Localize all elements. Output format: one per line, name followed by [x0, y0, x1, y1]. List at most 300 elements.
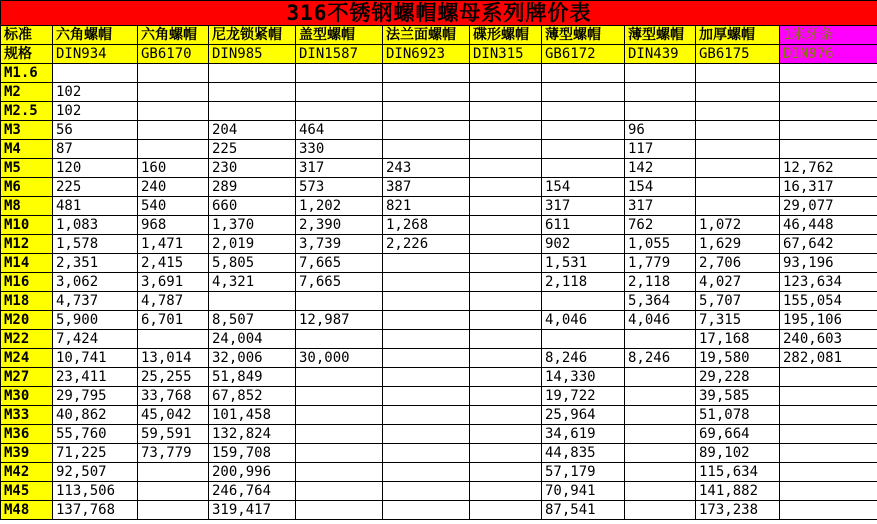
cell-gb6172[interactable] — [542, 159, 625, 178]
cell-gb6172[interactable]: 25,964 — [542, 406, 625, 425]
cell-din439[interactable] — [625, 387, 696, 406]
cell-din976[interactable]: 123,634 — [780, 273, 877, 292]
cell-gb6172[interactable]: 70,941 — [542, 482, 625, 501]
cell-din439[interactable] — [625, 330, 696, 349]
cell-gb6172[interactable]: 44,835 — [542, 444, 625, 463]
cell-din6923[interactable] — [383, 482, 470, 501]
standard-din6923[interactable]: DIN6923 — [383, 45, 470, 64]
cell-din934[interactable]: 10,741 — [53, 349, 138, 368]
cell-din976[interactable]: 16,317 — [780, 178, 877, 197]
cell-din6923[interactable] — [383, 463, 470, 482]
cell-gb6175[interactable]: 19,580 — [696, 349, 780, 368]
cell-din439[interactable] — [625, 83, 696, 102]
table-row — [1, 102, 877, 121]
cell-din6923[interactable] — [383, 368, 470, 387]
cell-din976[interactable]: 93,196 — [780, 254, 877, 273]
cell-din985[interactable] — [209, 83, 296, 102]
cell-gb6175[interactable]: 7,315 — [696, 311, 780, 330]
cell-din6923[interactable] — [383, 501, 470, 520]
cell-gb6175[interactable] — [696, 159, 780, 178]
row-spec[interactable]: M12 — [1, 235, 53, 254]
cell-din934[interactable]: 137,768 — [53, 501, 138, 520]
cell-din439[interactable] — [625, 501, 696, 520]
cell-din985[interactable] — [209, 64, 296, 83]
cell-din976[interactable] — [780, 501, 877, 520]
cell-din6923[interactable] — [383, 349, 470, 368]
cell-din6923[interactable]: 243 — [383, 159, 470, 178]
standard-din985[interactable]: DIN985 — [209, 45, 296, 64]
table-row — [1, 349, 877, 368]
cell-gb6172[interactable] — [542, 330, 625, 349]
cell-din439[interactable]: 4,046 — [625, 311, 696, 330]
cell-din439[interactable]: 1,055 — [625, 235, 696, 254]
row-spec[interactable]: M6 — [1, 178, 53, 197]
row-spec[interactable]: M20 — [1, 311, 53, 330]
cell-din976[interactable]: 282,081 — [780, 349, 877, 368]
cell-din985[interactable]: 32,006 — [209, 349, 296, 368]
cell-din315[interactable] — [470, 216, 542, 235]
corner-header-bottom[interactable]: 规格 — [1, 45, 53, 64]
cell-din934[interactable]: 113,506 — [53, 482, 138, 501]
cell-gb6172[interactable] — [542, 121, 625, 140]
cell-din985[interactable]: 204 — [209, 121, 296, 140]
cell-din1587[interactable]: 330 — [296, 140, 383, 159]
table-row — [1, 292, 877, 311]
table-row — [1, 121, 877, 140]
cell-din439[interactable] — [625, 102, 696, 121]
cell-din439[interactable]: 2,118 — [625, 273, 696, 292]
cell-din6923[interactable]: 1,268 — [383, 216, 470, 235]
column-header-flange-nut[interactable]: 法兰面螺帽 — [383, 26, 470, 45]
cell-din1587[interactable]: 3,739 — [296, 235, 383, 254]
cell-din976[interactable]: 155,054 — [780, 292, 877, 311]
cell-din315[interactable] — [470, 368, 542, 387]
cell-din315[interactable] — [470, 387, 542, 406]
cell-din934[interactable]: 56 — [53, 121, 138, 140]
cell-din315[interactable] — [470, 102, 542, 121]
standard-din1587[interactable]: DIN1587 — [296, 45, 383, 64]
cell-gb6175[interactable]: 39,585 — [696, 387, 780, 406]
cell-gb6172[interactable]: 902 — [542, 235, 625, 254]
cell-din439[interactable]: 8,246 — [625, 349, 696, 368]
cell-din934[interactable]: 1,083 — [53, 216, 138, 235]
cell-din315[interactable] — [470, 444, 542, 463]
cell-gb6175[interactable] — [696, 178, 780, 197]
cell-din976[interactable] — [780, 102, 877, 121]
cell-gb6175[interactable]: 4,027 — [696, 273, 780, 292]
cell-din934[interactable]: 55,760 — [53, 425, 138, 444]
cell-din6923[interactable] — [383, 102, 470, 121]
header-row-standards — [1, 45, 877, 64]
cell-din976[interactable] — [780, 368, 877, 387]
row-spec[interactable]: M16 — [1, 273, 53, 292]
cell-din1587[interactable]: 317 — [296, 159, 383, 178]
row-spec[interactable]: M14 — [1, 254, 53, 273]
cell-gb6170[interactable]: 540 — [138, 197, 209, 216]
cell-din6923[interactable]: 2,226 — [383, 235, 470, 254]
standard-din315[interactable]: DIN315 — [470, 45, 542, 64]
cell-gb6175[interactable] — [696, 64, 780, 83]
cell-din1587[interactable] — [296, 501, 383, 520]
table-row — [1, 368, 877, 387]
cell-din985[interactable]: 230 — [209, 159, 296, 178]
cell-din985[interactable]: 200,996 — [209, 463, 296, 482]
cell-din315[interactable] — [470, 482, 542, 501]
cell-din934[interactable]: 7,424 — [53, 330, 138, 349]
cell-din1587[interactable] — [296, 64, 383, 83]
cell-din934[interactable]: 102 — [53, 83, 138, 102]
cell-gb6172[interactable] — [542, 102, 625, 121]
cell-gb6172[interactable]: 87,541 — [542, 501, 625, 520]
cell-din1587[interactable] — [296, 102, 383, 121]
row-spec[interactable]: M42 — [1, 463, 53, 482]
cell-gb6170[interactable]: 160 — [138, 159, 209, 178]
cell-gb6170[interactable] — [138, 64, 209, 83]
table-row — [1, 235, 877, 254]
row-spec[interactable]: M22 — [1, 330, 53, 349]
cell-din315[interactable] — [470, 178, 542, 197]
standard-din934[interactable]: DIN934 — [53, 45, 138, 64]
cell-din976[interactable] — [780, 444, 877, 463]
cell-gb6175[interactable]: 69,664 — [696, 425, 780, 444]
cell-gb6172[interactable]: 317 — [542, 197, 625, 216]
cell-din976[interactable] — [780, 140, 877, 159]
cell-din6923[interactable] — [383, 387, 470, 406]
cell-din1587[interactable]: 2,390 — [296, 216, 383, 235]
cell-din934[interactable]: 87 — [53, 140, 138, 159]
cell-gb6170[interactable] — [138, 501, 209, 520]
standard-din439[interactable]: DIN439 — [625, 45, 696, 64]
cell-din976[interactable]: 67,642 — [780, 235, 877, 254]
cell-gb6170[interactable] — [138, 330, 209, 349]
cell-gb6170[interactable]: 968 — [138, 216, 209, 235]
cell-din976[interactable] — [780, 64, 877, 83]
cell-din1587[interactable] — [296, 330, 383, 349]
cell-din315[interactable] — [470, 121, 542, 140]
cell-din1587[interactable]: 1,202 — [296, 197, 383, 216]
row-spec[interactable]: M10 — [1, 216, 53, 235]
cell-din6923[interactable] — [383, 273, 470, 292]
cell-gb6175[interactable]: 115,634 — [696, 463, 780, 482]
cell-din1587[interactable] — [296, 83, 383, 102]
cell-din315[interactable] — [470, 235, 542, 254]
cell-gb6175[interactable]: 173,238 — [696, 501, 780, 520]
cell-din6923[interactable] — [383, 140, 470, 159]
cell-din315[interactable] — [470, 64, 542, 83]
cell-din976[interactable]: 195,106 — [780, 311, 877, 330]
cell-gb6175[interactable]: 5,707 — [696, 292, 780, 311]
cell-din315[interactable] — [470, 254, 542, 273]
cell-din439[interactable]: 5,364 — [625, 292, 696, 311]
cell-din1587[interactable] — [296, 444, 383, 463]
row-spec[interactable]: M4 — [1, 140, 53, 159]
cell-gb6170[interactable]: 3,691 — [138, 273, 209, 292]
table-header — [1, 1, 877, 64]
cell-gb6172[interactable]: 611 — [542, 216, 625, 235]
cell-din315[interactable] — [470, 463, 542, 482]
cell-din6923[interactable] — [383, 444, 470, 463]
cell-gb6172[interactable]: 34,619 — [542, 425, 625, 444]
column-header-wing-nut[interactable]: 碟形螺帽 — [470, 26, 542, 45]
cell-din6923[interactable] — [383, 425, 470, 444]
standard-gb6175[interactable]: GB6175 — [696, 45, 780, 64]
cell-gb6172[interactable] — [542, 140, 625, 159]
cell-din315[interactable] — [470, 330, 542, 349]
cell-din985[interactable]: 51,849 — [209, 368, 296, 387]
cell-gb6172[interactable]: 2,118 — [542, 273, 625, 292]
cell-din439[interactable]: 96 — [625, 121, 696, 140]
cell-gb6170[interactable]: 4,787 — [138, 292, 209, 311]
cell-gb6175[interactable]: 17,168 — [696, 330, 780, 349]
cell-gb6172[interactable]: 14,330 — [542, 368, 625, 387]
cell-din976[interactable]: 29,077 — [780, 197, 877, 216]
table-row — [1, 501, 877, 520]
cell-gb6175[interactable]: 2,706 — [696, 254, 780, 273]
sheet-title: 316不锈钢螺帽螺母系列牌价表 — [1, 1, 877, 26]
cell-gb6170[interactable]: 25,255 — [138, 368, 209, 387]
cell-gb6172[interactable]: 8,246 — [542, 349, 625, 368]
cell-din315[interactable] — [470, 140, 542, 159]
cell-din1587[interactable]: 30,000 — [296, 349, 383, 368]
row-spec[interactable]: M36 — [1, 425, 53, 444]
cell-din976[interactable] — [780, 83, 877, 102]
row-spec[interactable]: M3 — [1, 121, 53, 140]
row-spec[interactable]: M1.6 — [1, 64, 53, 83]
cell-din1587[interactable]: 12,987 — [296, 311, 383, 330]
cell-din934[interactable]: 23,411 — [53, 368, 138, 387]
cell-din439[interactable]: 762 — [625, 216, 696, 235]
cell-din934[interactable] — [53, 64, 138, 83]
cell-din934[interactable]: 29,795 — [53, 387, 138, 406]
cell-gb6170[interactable] — [138, 140, 209, 159]
column-header-thin-nut-gb[interactable]: 薄型螺帽 — [542, 26, 625, 45]
table-row — [1, 178, 877, 197]
cell-din934[interactable]: 5,900 — [53, 311, 138, 330]
cell-din439[interactable]: 154 — [625, 178, 696, 197]
cell-din315[interactable] — [470, 425, 542, 444]
cell-gb6170[interactable]: 2,415 — [138, 254, 209, 273]
cell-din985[interactable]: 246,764 — [209, 482, 296, 501]
row-spec[interactable]: M18 — [1, 292, 53, 311]
cell-din1587[interactable] — [296, 292, 383, 311]
cell-din439[interactable] — [625, 463, 696, 482]
cell-din985[interactable]: 24,004 — [209, 330, 296, 349]
row-spec[interactable]: M39 — [1, 444, 53, 463]
cell-din985[interactable]: 2,019 — [209, 235, 296, 254]
cell-din315[interactable] — [470, 273, 542, 292]
cell-din6923[interactable] — [383, 406, 470, 425]
cell-din1587[interactable]: 464 — [296, 121, 383, 140]
cell-din976[interactable] — [780, 121, 877, 140]
cell-din1587[interactable] — [296, 387, 383, 406]
table-row — [1, 387, 877, 406]
cell-din1587[interactable] — [296, 425, 383, 444]
cell-din315[interactable] — [470, 311, 542, 330]
cell-din6923[interactable] — [383, 64, 470, 83]
cell-gb6172[interactable]: 57,179 — [542, 463, 625, 482]
column-header-thin-nut-din[interactable]: 薄型螺帽 — [625, 26, 696, 45]
cell-din934[interactable]: 1,578 — [53, 235, 138, 254]
cell-din976[interactable]: 46,448 — [780, 216, 877, 235]
cell-din985[interactable]: 660 — [209, 197, 296, 216]
cell-din976[interactable] — [780, 463, 877, 482]
cell-gb6172[interactable] — [542, 292, 625, 311]
cell-din315[interactable] — [470, 406, 542, 425]
cell-din976[interactable] — [780, 406, 877, 425]
cell-din934[interactable]: 3,062 — [53, 273, 138, 292]
cell-din976[interactable]: 240,603 — [780, 330, 877, 349]
cell-din934[interactable]: 102 — [53, 102, 138, 121]
cell-din934[interactable]: 225 — [53, 178, 138, 197]
cell-din985[interactable] — [209, 102, 296, 121]
cell-din6923[interactable] — [383, 121, 470, 140]
row-spec[interactable]: M2.5 — [1, 102, 53, 121]
cell-din6923[interactable] — [383, 330, 470, 349]
cell-gb6170[interactable] — [138, 121, 209, 140]
cell-gb6172[interactable]: 19,722 — [542, 387, 625, 406]
cell-gb6175[interactable] — [696, 121, 780, 140]
standard-gb6172[interactable]: GB6172 — [542, 45, 625, 64]
row-spec[interactable]: M24 — [1, 349, 53, 368]
cell-din934[interactable]: 92,507 — [53, 463, 138, 482]
cell-din6923[interactable] — [383, 311, 470, 330]
cell-din985[interactable]: 1,370 — [209, 216, 296, 235]
cell-gb6170[interactable]: 13,014 — [138, 349, 209, 368]
cell-din934[interactable]: 4,737 — [53, 292, 138, 311]
cell-din976[interactable]: 12,762 — [780, 159, 877, 178]
cell-gb6170[interactable] — [138, 102, 209, 121]
cell-din439[interactable] — [625, 406, 696, 425]
corner-header-top[interactable]: 标准 — [1, 26, 53, 45]
cell-gb6175[interactable]: 141,882 — [696, 482, 780, 501]
cell-din1587[interactable] — [296, 463, 383, 482]
cell-gb6170[interactable] — [138, 83, 209, 102]
cell-din1587[interactable]: 573 — [296, 178, 383, 197]
row-spec[interactable]: M8 — [1, 197, 53, 216]
cell-gb6170[interactable]: 1,471 — [138, 235, 209, 254]
cell-din934[interactable]: 40,862 — [53, 406, 138, 425]
cell-gb6175[interactable]: 1,629 — [696, 235, 780, 254]
cell-gb6170[interactable]: 6,701 — [138, 311, 209, 330]
cell-gb6170[interactable]: 45,042 — [138, 406, 209, 425]
cell-din976[interactable] — [780, 482, 877, 501]
cell-gb6170[interactable] — [138, 482, 209, 501]
cell-din1587[interactable] — [296, 482, 383, 501]
cell-din439[interactable]: 1,779 — [625, 254, 696, 273]
cell-din315[interactable] — [470, 349, 542, 368]
cell-din976[interactable] — [780, 425, 877, 444]
cell-din315[interactable] — [470, 83, 542, 102]
cell-din439[interactable] — [625, 482, 696, 501]
cell-gb6170[interactable] — [138, 463, 209, 482]
cell-din6923[interactable] — [383, 83, 470, 102]
cell-gb6172[interactable] — [542, 83, 625, 102]
cell-din985[interactable]: 4,321 — [209, 273, 296, 292]
cell-din315[interactable] — [470, 501, 542, 520]
cell-din985[interactable]: 67,852 — [209, 387, 296, 406]
cell-din985[interactable]: 132,824 — [209, 425, 296, 444]
cell-din439[interactable] — [625, 425, 696, 444]
table-row — [1, 216, 877, 235]
cell-din315[interactable] — [470, 159, 542, 178]
cell-din985[interactable] — [209, 292, 296, 311]
cell-din1587[interactable] — [296, 368, 383, 387]
cell-gb6175[interactable]: 89,102 — [696, 444, 780, 463]
column-header-hex-nut-gb[interactable]: 六角螺帽 — [138, 26, 209, 45]
cell-din1587[interactable]: 7,665 — [296, 273, 383, 292]
column-header-thick-nut[interactable]: 加厚螺帽 — [696, 26, 780, 45]
cell-din985[interactable]: 5,805 — [209, 254, 296, 273]
cell-din985[interactable]: 101,458 — [209, 406, 296, 425]
row-spec[interactable]: M2 — [1, 83, 53, 102]
cell-din6923[interactable] — [383, 254, 470, 273]
cell-din1587[interactable] — [296, 406, 383, 425]
row-spec[interactable]: M48 — [1, 501, 53, 520]
cell-din934[interactable]: 2,351 — [53, 254, 138, 273]
row-spec[interactable]: M30 — [1, 387, 53, 406]
cell-gb6170[interactable]: 73,779 — [138, 444, 209, 463]
cell-din934[interactable]: 481 — [53, 197, 138, 216]
standard-gb6170[interactable]: GB6170 — [138, 45, 209, 64]
cell-gb6175[interactable] — [696, 140, 780, 159]
cell-din6923[interactable] — [383, 292, 470, 311]
cell-din439[interactable] — [625, 64, 696, 83]
cell-gb6172[interactable]: 1,531 — [542, 254, 625, 273]
cell-gb6170[interactable]: 33,768 — [138, 387, 209, 406]
row-spec[interactable]: M33 — [1, 406, 53, 425]
cell-gb6172[interactable]: 4,046 — [542, 311, 625, 330]
cell-din439[interactable]: 117 — [625, 140, 696, 159]
row-spec[interactable]: M27 — [1, 368, 53, 387]
row-spec[interactable]: M5 — [1, 159, 53, 178]
cell-din985[interactable]: 289 — [209, 178, 296, 197]
cell-gb6175[interactable] — [696, 197, 780, 216]
standard-din976[interactable]: DIN976 — [780, 45, 877, 64]
cell-gb6170[interactable]: 59,591 — [138, 425, 209, 444]
cell-din934[interactable]: 120 — [53, 159, 138, 178]
cell-gb6172[interactable] — [542, 64, 625, 83]
cell-din6923[interactable]: 821 — [383, 197, 470, 216]
cell-din439[interactable]: 317 — [625, 197, 696, 216]
cell-din985[interactable]: 159,708 — [209, 444, 296, 463]
cell-din439[interactable] — [625, 444, 696, 463]
table-row — [1, 159, 877, 178]
row-spec[interactable]: M45 — [1, 482, 53, 501]
cell-gb6175[interactable]: 1,072 — [696, 216, 780, 235]
cell-din315[interactable] — [470, 197, 542, 216]
cell-din976[interactable] — [780, 387, 877, 406]
cell-din315[interactable] — [470, 292, 542, 311]
column-header-hex-nut-din[interactable]: 六角螺帽 — [53, 26, 138, 45]
cell-gb6170[interactable]: 240 — [138, 178, 209, 197]
cell-din439[interactable] — [625, 368, 696, 387]
cell-gb6175[interactable]: 29,228 — [696, 368, 780, 387]
cell-gb6175[interactable] — [696, 83, 780, 102]
cell-gb6175[interactable]: 51,078 — [696, 406, 780, 425]
cell-din985[interactable]: 225 — [209, 140, 296, 159]
cell-din934[interactable]: 71,225 — [53, 444, 138, 463]
cell-gb6172[interactable]: 154 — [542, 178, 625, 197]
cell-din1587[interactable]: 7,665 — [296, 254, 383, 273]
cell-gb6175[interactable] — [696, 102, 780, 121]
cell-din985[interactable]: 319,417 — [209, 501, 296, 520]
column-header-nylon-lock-nut[interactable]: 尼龙锁紧帽 — [209, 26, 296, 45]
cell-din6923[interactable]: 387 — [383, 178, 470, 197]
cell-din985[interactable]: 8,507 — [209, 311, 296, 330]
column-header-threaded-rod[interactable]: 1米牙条 — [780, 26, 877, 45]
column-header-cap-nut[interactable]: 盖型螺帽 — [296, 26, 383, 45]
cell-din439[interactable]: 142 — [625, 159, 696, 178]
